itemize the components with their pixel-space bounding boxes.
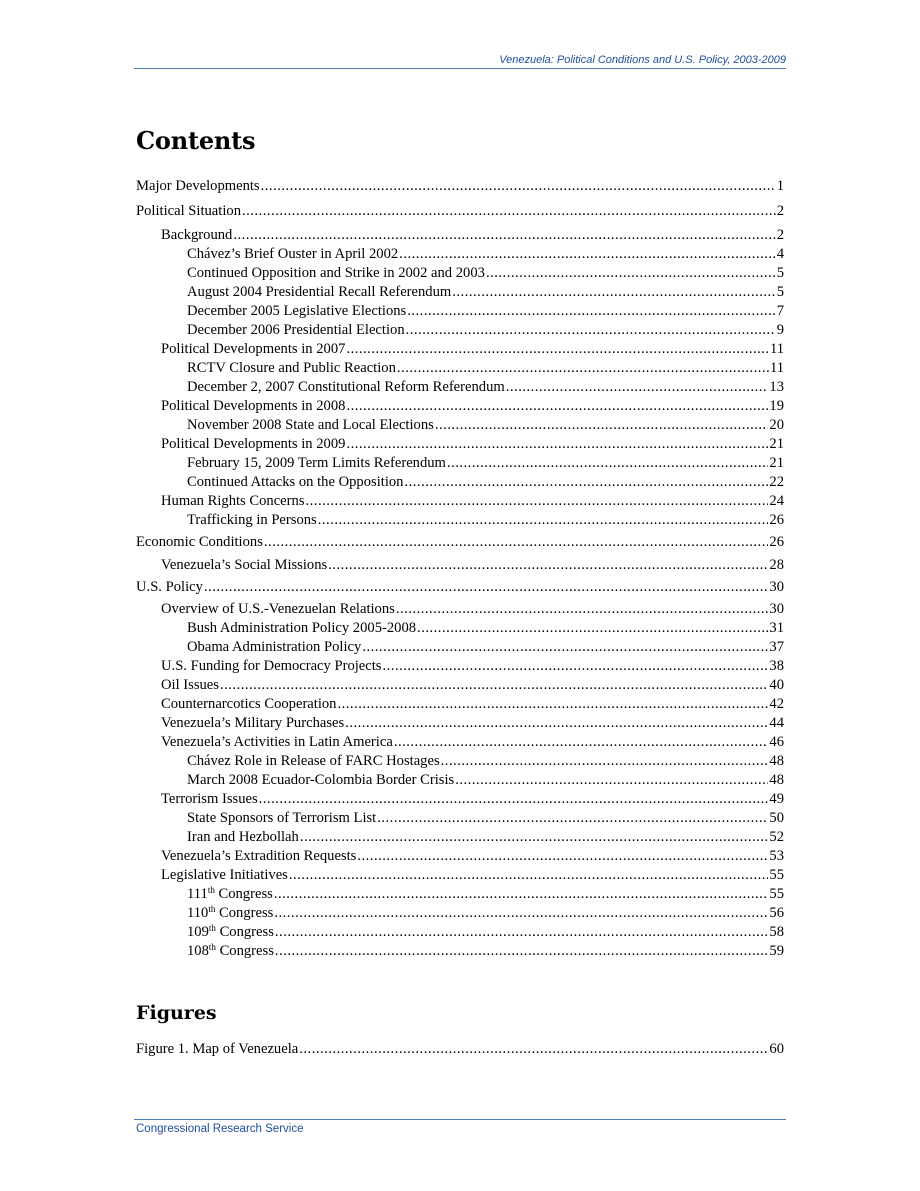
toc-entry[interactable]: Venezuela’s Extradition Requests ..... 53 <box>136 847 784 866</box>
toc-entry[interactable]: Human Rights Concerns ..... 24 <box>136 492 784 511</box>
toc-entry[interactable]: 111th Congress ..... 55 <box>136 885 784 904</box>
toc-entry[interactable]: Background ..... 2 <box>136 226 784 245</box>
toc-entry[interactable]: 109th Congress ..... 58 <box>136 923 784 942</box>
toc-entry[interactable]: U.S. Funding for Democracy Projects ..... 38 <box>136 657 784 676</box>
toc-entry[interactable]: Political Developments in 2009 ..... 21 <box>136 435 784 454</box>
toc-entry[interactable]: Venezuela’s Military Purchases ..... 44 <box>136 714 784 733</box>
toc-entry[interactable]: December 2006 Presidential Election ..... 9 <box>136 321 784 340</box>
toc-entry[interactable]: Continued Attacks on the Opposition ..... 22 <box>136 473 784 492</box>
toc-entry[interactable]: Oil Issues ..... 40 <box>136 676 784 695</box>
toc-entry[interactable]: U.S. Policy ..... 30 <box>136 578 784 597</box>
toc-entry[interactable]: August 2004 Presidential Recall Referendum ..... 5 <box>136 283 784 302</box>
toc-entry[interactable]: Iran and Hezbollah ..... 52 <box>136 828 784 847</box>
toc-entry[interactable]: Terrorism Issues ..... 49 <box>136 790 784 809</box>
toc-entry[interactable]: Obama Administration Policy ..... 37 <box>136 638 784 657</box>
contents-heading: Contents <box>136 126 256 155</box>
toc-entry[interactable]: RCTV Closure and Public Reaction ..... 11 <box>136 359 784 378</box>
running-header: Venezuela: Political Conditions and U.S. Policy, 2003-2009 <box>499 54 786 66</box>
toc-entry[interactable]: Political Developments in 2007 ..... 11 <box>136 340 784 359</box>
toc-entry[interactable]: Major Developments ..... 1 <box>136 177 784 196</box>
toc-entry[interactable]: 108th Congress ..... 59 <box>136 942 784 961</box>
toc-entry[interactable]: Chávez Role in Release of FARC Hostages ..... 48 <box>136 752 784 771</box>
footer-text: Congressional Research Service <box>136 1123 304 1135</box>
toc-entry[interactable]: March 2008 Ecuador-Colombia Border Crisis ..... 48 <box>136 771 784 790</box>
figures-heading: Figures <box>136 1002 217 1024</box>
header-rule <box>134 68 786 69</box>
toc-entry[interactable]: Political Situation ..... 2 <box>136 202 784 221</box>
toc-entry[interactable]: Economic Conditions ..... 26 <box>136 533 784 552</box>
toc-entry[interactable]: December 2005 Legislative Elections ..... 7 <box>136 302 784 321</box>
toc-entry[interactable]: Trafficking in Persons ..... 26 <box>136 511 784 530</box>
figure-entry[interactable]: Figure 1. Map of Venezuela ..... 60 <box>136 1040 784 1059</box>
toc-entry[interactable]: Bush Administration Policy 2005-2008 ..... 31 <box>136 619 784 638</box>
toc-entry[interactable]: 110th Congress ..... 56 <box>136 904 784 923</box>
toc-entry[interactable]: Venezuela’s Social Missions ..... 28 <box>136 556 784 575</box>
toc-entry[interactable]: Chávez’s Brief Ouster in April 2002 ..... 4 <box>136 245 784 264</box>
toc-entry[interactable]: State Sponsors of Terrorism List ..... 50 <box>136 809 784 828</box>
toc-entry[interactable]: Continued Opposition and Strike in 2002 and 2003 ..... 5 <box>136 264 784 283</box>
footer-rule <box>134 1119 786 1120</box>
toc-entry[interactable]: November 2008 State and Local Elections ..... 20 <box>136 416 784 435</box>
toc-entry[interactable]: December 2, 2007 Constitutional Reform Referendum ..... 13 <box>136 378 784 397</box>
toc-entry[interactable]: Venezuela’s Activities in Latin America ..... 46 <box>136 733 784 752</box>
toc-entry[interactable]: Counternarcotics Cooperation ..... 42 <box>136 695 784 714</box>
toc-entry[interactable]: Overview of U.S.-Venezuelan Relations ..... 30 <box>136 600 784 619</box>
toc-entry[interactable]: Legislative Initiatives ..... 55 <box>136 866 784 885</box>
toc-entry[interactable]: February 15, 2009 Term Limits Referendum ..... 21 <box>136 454 784 473</box>
toc-entry[interactable]: Political Developments in 2008 ..... 19 <box>136 397 784 416</box>
